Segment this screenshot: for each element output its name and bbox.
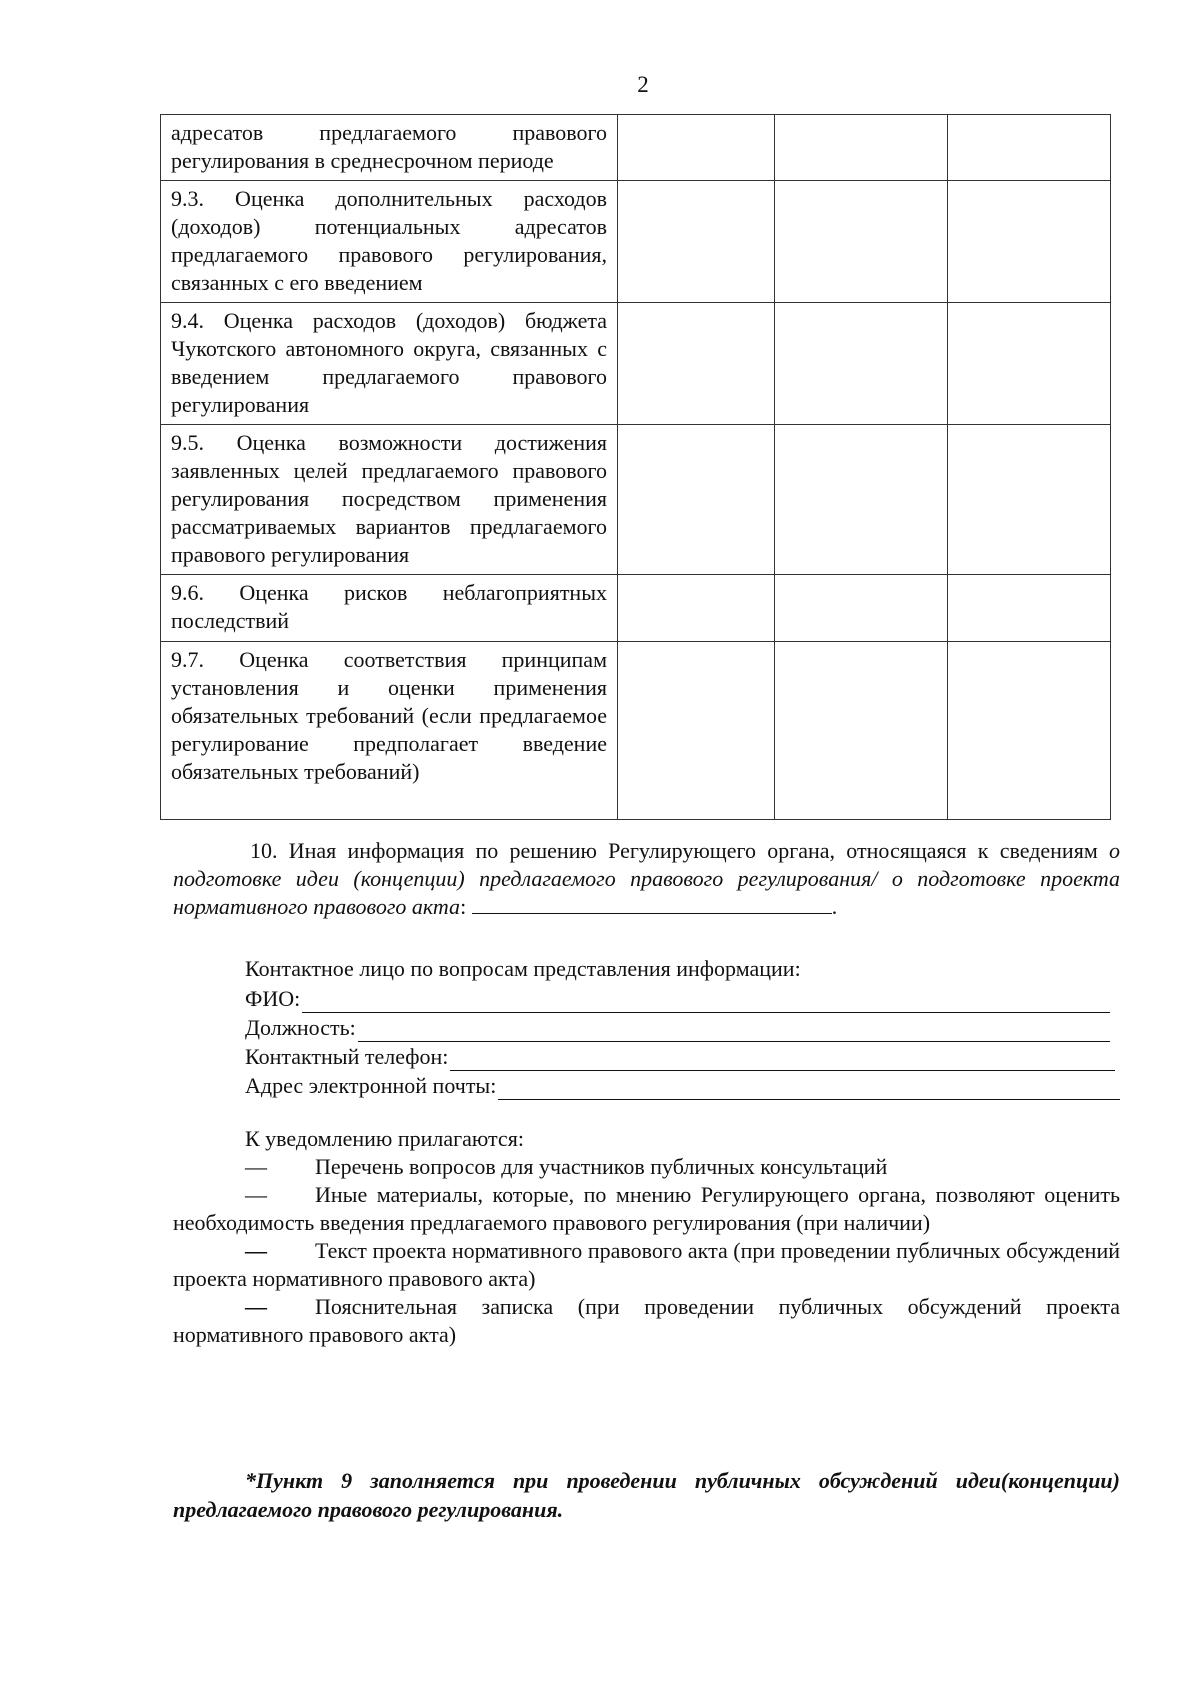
fio-label: ФИО: <box>245 986 301 1011</box>
table-row <box>161 115 1111 181</box>
phone-label: Контактный телефон: <box>245 1044 449 1069</box>
row-label-9-5: 9.5. Оценка возможности достижения заявленных целей предлагаемого правового регулирования посредством применения рассматриваемых вариантов предлагаемого правового регулирования <box>161 425 618 575</box>
table-cell[interactable] <box>948 181 1111 303</box>
table-cell[interactable] <box>618 642 775 820</box>
phone-row <box>245 1042 1120 1071</box>
attachments-heading: К уведомлению прилагаются: <box>245 1126 524 1151</box>
section-10-blank-field[interactable] <box>472 893 832 914</box>
table-cell[interactable] <box>775 181 948 303</box>
row-label-9-2-cont: адресатов предлагаемого правового регулирования в среднесрочном периоде <box>161 115 618 181</box>
row-label-9-3: 9.3. Оценка дополнительных расходов (доходов) потенциальных адресатов предлагаемого правового регулирования, связанных с его введением <box>161 181 618 303</box>
list-item: — Иные материалы, которые, по мнению Регулирующего органа, позволяют оценить необходимость введения предлагаемого правового регулирования (при наличии) <box>173 1182 1120 1235</box>
email-field[interactable] <box>498 1077 1120 1100</box>
table-row <box>161 181 1111 303</box>
table-cell[interactable] <box>948 303 1111 425</box>
contacts-block <box>245 955 1120 1100</box>
position-label: Должность: <box>245 1015 356 1040</box>
dash-marker: — <box>245 1294 267 1319</box>
fio-field[interactable] <box>302 990 1110 1013</box>
table-cell[interactable] <box>618 181 775 303</box>
table-row <box>161 575 1111 642</box>
table-row <box>161 642 1111 820</box>
phone-field[interactable] <box>450 1048 1115 1071</box>
row-label-9-4: 9.4. Оценка расходов (доходов) бюджета Чукотского автономного округа, связанных с введением предлагаемого правового регулирования <box>161 303 618 425</box>
table-row <box>161 303 1111 425</box>
footnote: *Пункт 9 заполняется при проведении публичных обсуждений идеи(концепции) предлагаемого правового регулирования. <box>173 1468 1120 1522</box>
table-cell[interactable] <box>775 303 948 425</box>
table-cell[interactable] <box>618 575 775 642</box>
row-label-9-7: 9.7. Оценка соответствия принципам установления и оценки применения обязательных требований (если предлагаемое регулирование предполагает введение обязательных требований) <box>161 642 618 820</box>
list-item: — Перечень вопросов для участников публичных консультаций <box>245 1154 888 1179</box>
dash-marker: — <box>245 1182 267 1207</box>
dash-marker: — <box>245 1154 267 1179</box>
list-item: — Пояснительная записка (при проведении публичных обсуждений проекта нормативного правового акта) <box>173 1294 1120 1347</box>
section-10-paragraph: 10. Иная информация по решению Регулирующего органа, относящаяся к сведениям о подготовке идеи (концепции) предлагаемого правового регулирования/ о подготовке проекта нормативного правового акта: . <box>173 838 1120 919</box>
fio-row <box>245 984 1120 1013</box>
email-label: Адрес электронной почты: <box>245 1073 497 1098</box>
dash-marker: — <box>245 1238 267 1263</box>
contacts-heading: Контактное лицо по вопросам представления информации: <box>245 956 801 981</box>
list-item: — Текст проекта нормативного правового акта (при проведении публичных обсуждений проекта нормативного правового акта) <box>173 1238 1120 1291</box>
table-cell[interactable] <box>618 303 775 425</box>
table-cell[interactable] <box>948 642 1111 820</box>
table-cell[interactable] <box>948 115 1111 181</box>
table-cell[interactable] <box>775 642 948 820</box>
email-row <box>245 1071 1120 1100</box>
table-cell[interactable] <box>948 425 1111 575</box>
section-10-lead: 10. Иная информация по решению Регулирующего органа, относящаяся к сведениям <box>250 838 1109 863</box>
page-number: 2 <box>637 72 649 97</box>
table-cell[interactable] <box>948 575 1111 642</box>
table-cell[interactable] <box>618 115 775 181</box>
table-cell[interactable] <box>775 575 948 642</box>
position-row <box>245 1013 1120 1042</box>
table-cell[interactable] <box>618 425 775 575</box>
table-cell[interactable] <box>775 115 948 181</box>
row-label-9-6: 9.6. Оценка рисков неблагоприятных последствий <box>161 575 618 642</box>
table-row <box>161 425 1111 575</box>
assessment-table <box>160 114 1111 820</box>
attachments-block <box>173 1125 1120 1349</box>
section-10-italic: о подготовке идеи (концепции) предлагаемого правового регулирования/ о подготовке проекта нормативного правового акта <box>173 838 1120 919</box>
position-field[interactable] <box>358 1019 1110 1042</box>
table-cell[interactable] <box>775 425 948 575</box>
